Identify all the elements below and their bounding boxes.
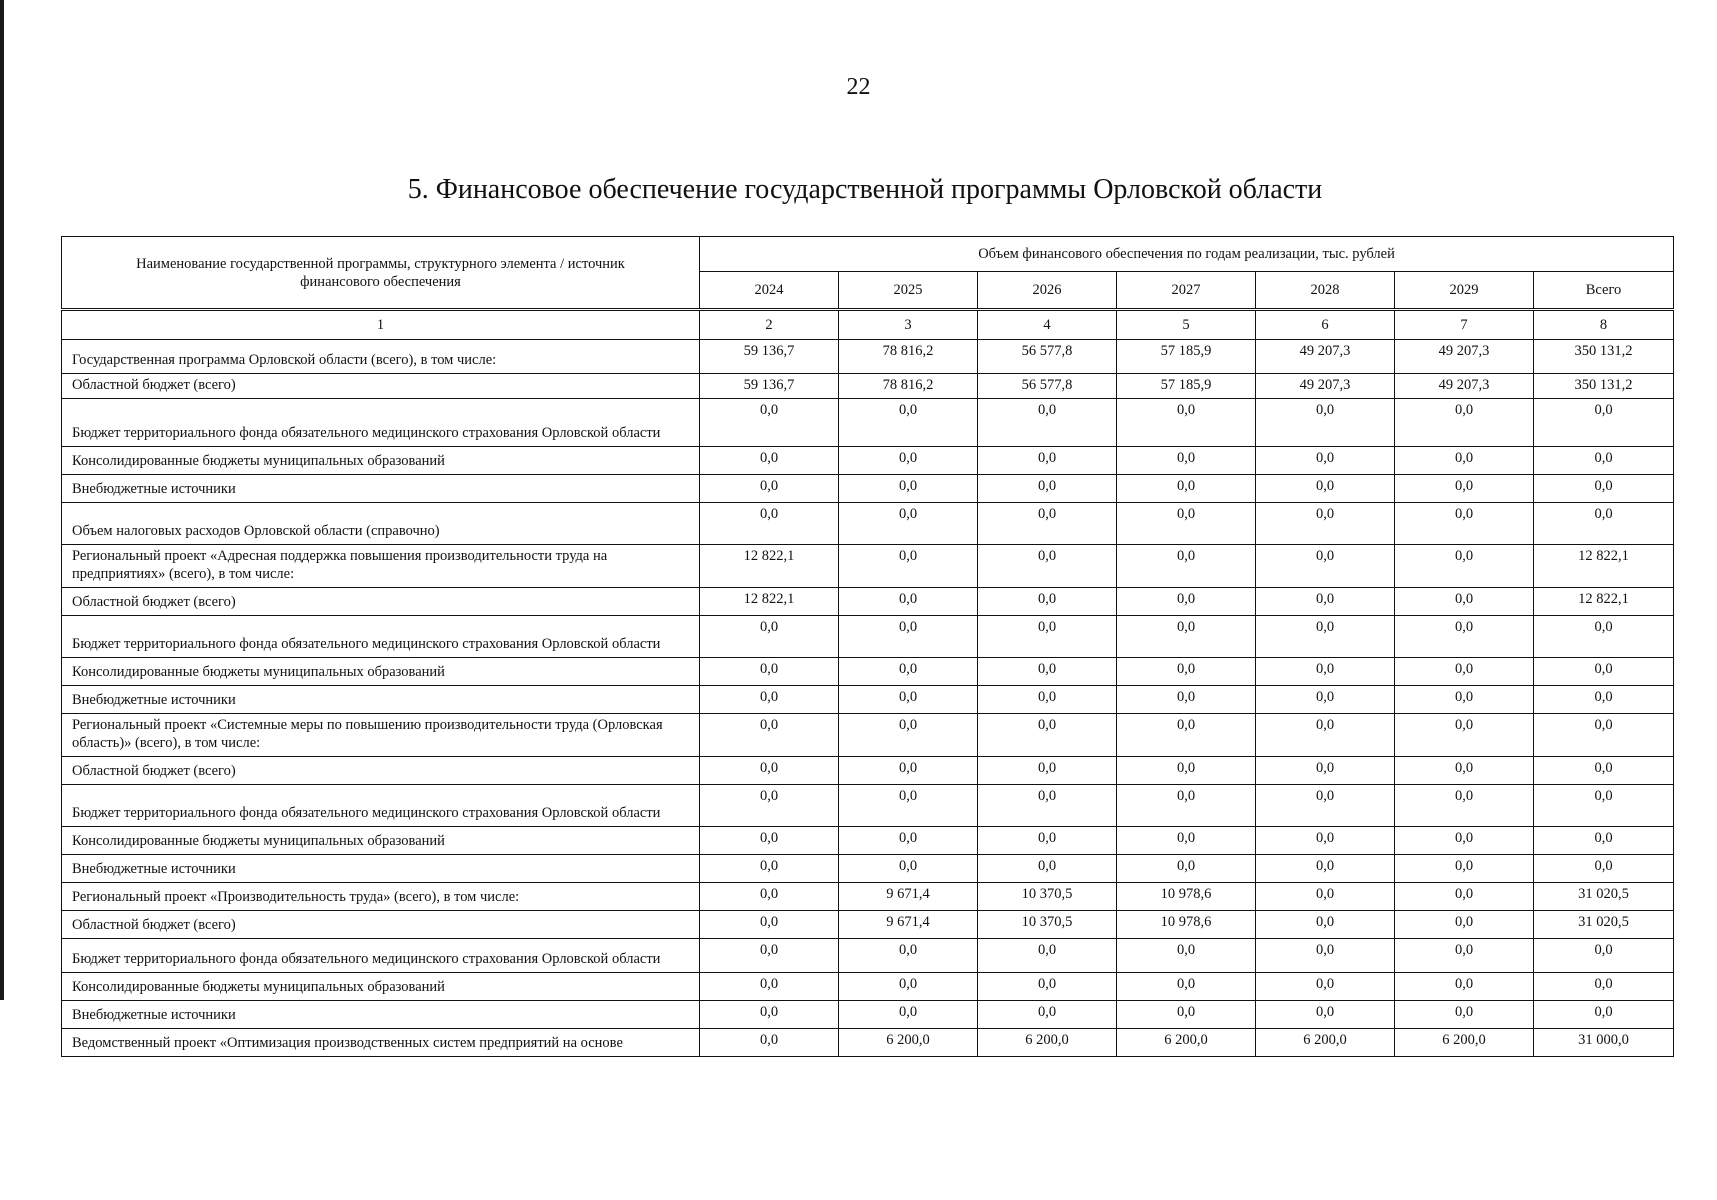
row-year-value: 0,0	[700, 686, 839, 714]
row-year-value: 0,0	[1395, 399, 1534, 447]
row-year-value: 0,0	[978, 855, 1117, 883]
row-year-value: 0,0	[839, 616, 978, 658]
row-name: Внебюджетные источники	[62, 475, 700, 503]
row-total-value: 0,0	[1534, 939, 1674, 973]
row-year-value: 0,0	[839, 658, 978, 686]
row-name: Региональный проект «Системные меры по повышению производительности труда (Орловская область)» (всего), в том числе:	[62, 714, 700, 757]
row-total-value: 0,0	[1534, 1001, 1674, 1029]
row-year-value: 0,0	[700, 883, 839, 911]
header-year: 2029	[1395, 272, 1534, 310]
row-total-value: 0,0	[1534, 447, 1674, 475]
row-year-value: 0,0	[978, 447, 1117, 475]
row-year-value: 0,0	[1395, 1001, 1534, 1029]
row-name: Бюджет территориального фонда обязательного медицинского страхования Орловской области	[62, 785, 700, 827]
row-year-value: 0,0	[839, 588, 978, 616]
row-year-value: 0,0	[1256, 658, 1395, 686]
row-total-value: 31 020,5	[1534, 911, 1674, 939]
row-year-value: 0,0	[978, 658, 1117, 686]
financing-table-wrapper	[61, 236, 1673, 1057]
row-year-value: 10 370,5	[978, 911, 1117, 939]
row-year-value: 0,0	[839, 447, 978, 475]
header-year: 2026	[978, 272, 1117, 310]
row-year-value: 57 185,9	[1117, 340, 1256, 374]
row-year-value: 0,0	[1117, 475, 1256, 503]
row-name: Областной бюджет (всего)	[62, 588, 700, 616]
row-year-value: 0,0	[1117, 855, 1256, 883]
table-row	[62, 939, 1674, 973]
table-row	[62, 757, 1674, 785]
row-year-value: 0,0	[1117, 973, 1256, 1001]
table-row	[62, 785, 1674, 827]
row-year-value: 0,0	[978, 785, 1117, 827]
row-year-value: 0,0	[1256, 475, 1395, 503]
document-title: 5. Финансовое обеспечение государственной программы Орловской области	[407, 174, 1323, 205]
row-year-value: 0,0	[839, 686, 978, 714]
table-row	[62, 399, 1674, 447]
row-year-value: 78 816,2	[839, 340, 978, 374]
table-row	[62, 340, 1674, 374]
row-year-value: 0,0	[1256, 757, 1395, 785]
row-year-value: 0,0	[1117, 588, 1256, 616]
row-year-value: 0,0	[700, 399, 839, 447]
row-year-value: 49 207,3	[1395, 374, 1534, 399]
row-year-value: 0,0	[839, 1001, 978, 1029]
row-total-value: 350 131,2	[1534, 340, 1674, 374]
row-year-value: 56 577,8	[978, 374, 1117, 399]
row-year-value: 0,0	[839, 785, 978, 827]
column-index: 2	[700, 310, 839, 340]
row-total-value: 0,0	[1534, 686, 1674, 714]
row-name: Внебюджетные источники	[62, 855, 700, 883]
row-year-value: 0,0	[1395, 686, 1534, 714]
row-year-value: 0,0	[839, 503, 978, 545]
row-total-value: 0,0	[1534, 757, 1674, 785]
row-year-value: 0,0	[1256, 714, 1395, 757]
row-year-value: 0,0	[700, 714, 839, 757]
table-row	[62, 1029, 1674, 1057]
row-year-value: 0,0	[978, 475, 1117, 503]
row-name: Бюджет территориального фонда обязательного медицинского страхования Орловской области	[62, 939, 700, 973]
page-number: 22	[846, 74, 871, 100]
row-total-value: 0,0	[1534, 827, 1674, 855]
row-year-value: 6 200,0	[839, 1029, 978, 1057]
table-body	[62, 310, 1674, 1057]
row-year-value: 10 370,5	[978, 883, 1117, 911]
row-year-value: 0,0	[978, 399, 1117, 447]
row-total-value: 31 020,5	[1534, 883, 1674, 911]
row-year-value: 0,0	[978, 714, 1117, 757]
row-year-value: 0,0	[1117, 1001, 1256, 1029]
header-year: 2025	[839, 272, 978, 310]
column-index: 1	[62, 310, 700, 340]
row-year-value: 0,0	[1395, 757, 1534, 785]
row-year-value: 0,0	[839, 399, 978, 447]
row-year-value: 56 577,8	[978, 340, 1117, 374]
row-total-value: 31 000,0	[1534, 1029, 1674, 1057]
row-year-value: 0,0	[1395, 503, 1534, 545]
row-year-value: 0,0	[839, 475, 978, 503]
row-year-value: 78 816,2	[839, 374, 978, 399]
row-total-value: 0,0	[1534, 503, 1674, 545]
row-year-value: 0,0	[1117, 785, 1256, 827]
table-row	[62, 686, 1674, 714]
row-year-value: 0,0	[978, 503, 1117, 545]
column-index: 8	[1534, 310, 1674, 340]
row-total-value: 0,0	[1534, 973, 1674, 1001]
row-year-value: 0,0	[1256, 503, 1395, 545]
row-year-value: 0,0	[700, 827, 839, 855]
row-year-value: 0,0	[978, 545, 1117, 588]
column-index-row	[62, 310, 1674, 340]
row-name: Консолидированные бюджеты муниципальных образований	[62, 447, 700, 475]
table-row	[62, 588, 1674, 616]
row-year-value: 0,0	[1117, 399, 1256, 447]
row-year-value: 12 822,1	[700, 545, 839, 588]
row-year-value: 0,0	[1395, 475, 1534, 503]
row-year-value: 0,0	[978, 686, 1117, 714]
financing-table	[61, 236, 1674, 1057]
row-year-value: 0,0	[839, 827, 978, 855]
table-row	[62, 374, 1674, 399]
row-year-value: 0,0	[700, 1001, 839, 1029]
row-year-value: 6 200,0	[1395, 1029, 1534, 1057]
row-name: Государственная программа Орловской области (всего), в том числе:	[62, 340, 700, 374]
row-year-value: 0,0	[978, 939, 1117, 973]
row-year-value: 0,0	[1395, 827, 1534, 855]
row-year-value: 0,0	[1117, 447, 1256, 475]
row-year-value: 0,0	[1256, 616, 1395, 658]
row-year-value: 0,0	[1117, 939, 1256, 973]
row-year-value: 0,0	[1117, 616, 1256, 658]
row-year-value: 0,0	[700, 1029, 839, 1057]
row-name: Внебюджетные источники	[62, 686, 700, 714]
table-row	[62, 855, 1674, 883]
table-row	[62, 616, 1674, 658]
row-year-value: 0,0	[978, 973, 1117, 1001]
row-year-value: 0,0	[1395, 714, 1534, 757]
column-index: 4	[978, 310, 1117, 340]
row-name: Консолидированные бюджеты муниципальных образований	[62, 827, 700, 855]
row-year-value: 59 136,7	[700, 340, 839, 374]
row-year-value: 0,0	[839, 757, 978, 785]
row-total-value: 0,0	[1534, 475, 1674, 503]
row-year-value: 49 207,3	[1395, 340, 1534, 374]
row-year-value: 0,0	[1256, 973, 1395, 1001]
row-year-value: 0,0	[1256, 855, 1395, 883]
row-year-value: 0,0	[700, 616, 839, 658]
row-year-value: 6 200,0	[978, 1029, 1117, 1057]
row-total-value: 0,0	[1534, 658, 1674, 686]
row-year-value: 10 978,6	[1117, 911, 1256, 939]
row-year-value: 0,0	[1117, 686, 1256, 714]
column-index: 6	[1256, 310, 1395, 340]
row-year-value: 0,0	[1395, 939, 1534, 973]
row-total-value: 350 131,2	[1534, 374, 1674, 399]
row-year-value: 49 207,3	[1256, 374, 1395, 399]
row-year-value: 0,0	[1395, 588, 1534, 616]
table-row	[62, 911, 1674, 939]
row-year-value: 0,0	[1256, 447, 1395, 475]
column-index: 3	[839, 310, 978, 340]
row-year-value: 0,0	[1117, 757, 1256, 785]
row-year-value: 0,0	[700, 447, 839, 475]
row-total-value: 0,0	[1534, 399, 1674, 447]
row-year-value: 10 978,6	[1117, 883, 1256, 911]
header-total: Всего	[1534, 272, 1674, 310]
row-total-value: 0,0	[1534, 785, 1674, 827]
row-year-value: 0,0	[1395, 911, 1534, 939]
header-year: 2024	[700, 272, 839, 310]
row-year-value: 0,0	[1256, 939, 1395, 973]
row-year-value: 0,0	[1395, 658, 1534, 686]
row-year-value: 0,0	[839, 939, 978, 973]
row-name: Областной бюджет (всего)	[62, 374, 700, 399]
row-year-value: 0,0	[839, 545, 978, 588]
table-row	[62, 545, 1674, 588]
row-year-value: 0,0	[700, 939, 839, 973]
row-year-value: 0,0	[839, 855, 978, 883]
row-year-value: 0,0	[1117, 503, 1256, 545]
row-name: Консолидированные бюджеты муниципальных образований	[62, 658, 700, 686]
row-year-value: 0,0	[1256, 686, 1395, 714]
row-year-value: 59 136,7	[700, 374, 839, 399]
row-year-value: 0,0	[1256, 588, 1395, 616]
header-funding-span: Объем финансового обеспечения по годам реализации, тыс. рублей	[700, 237, 1674, 272]
row-year-value: 0,0	[700, 973, 839, 1001]
row-total-value: 0,0	[1534, 714, 1674, 757]
row-year-value: 9 671,4	[839, 883, 978, 911]
row-year-value: 0,0	[1395, 785, 1534, 827]
row-year-value: 0,0	[1256, 785, 1395, 827]
column-index: 5	[1117, 310, 1256, 340]
row-year-value: 0,0	[1256, 399, 1395, 447]
row-year-value: 0,0	[1256, 883, 1395, 911]
table-row	[62, 827, 1674, 855]
row-year-value: 6 200,0	[1117, 1029, 1256, 1057]
row-year-value: 0,0	[1117, 545, 1256, 588]
header-year: 2027	[1117, 272, 1256, 310]
row-year-value: 0,0	[1117, 658, 1256, 686]
row-name: Объем налоговых расходов Орловской области (справочно)	[62, 503, 700, 545]
header-name-column: Наименование государственной программы, структурного элемента / источник финансового обеспечения	[62, 237, 700, 310]
row-year-value: 49 207,3	[1256, 340, 1395, 374]
row-year-value: 6 200,0	[1256, 1029, 1395, 1057]
row-year-value: 0,0	[978, 827, 1117, 855]
row-year-value: 0,0	[1395, 447, 1534, 475]
row-year-value: 0,0	[1395, 855, 1534, 883]
row-year-value: 0,0	[1256, 1001, 1395, 1029]
row-year-value: 0,0	[700, 855, 839, 883]
table-row	[62, 447, 1674, 475]
column-index: 7	[1395, 310, 1534, 340]
row-total-value: 0,0	[1534, 616, 1674, 658]
row-year-value: 0,0	[839, 714, 978, 757]
row-year-value: 0,0	[1256, 827, 1395, 855]
row-year-value: 0,0	[700, 757, 839, 785]
row-name: Областной бюджет (всего)	[62, 757, 700, 785]
table-row	[62, 658, 1674, 686]
row-name: Бюджет территориального фонда обязательного медицинского страхования Орловской области	[62, 616, 700, 658]
row-year-value: 0,0	[700, 658, 839, 686]
row-name: Ведомственный проект «Оптимизация производственных систем предприятий на основе	[62, 1029, 700, 1057]
row-year-value: 0,0	[1395, 973, 1534, 1001]
row-year-value: 0,0	[1256, 911, 1395, 939]
row-year-value: 0,0	[839, 973, 978, 1001]
table-row	[62, 475, 1674, 503]
header-year: 2028	[1256, 272, 1395, 310]
row-name: Областной бюджет (всего)	[62, 911, 700, 939]
table-row	[62, 973, 1674, 1001]
row-name: Консолидированные бюджеты муниципальных образований	[62, 973, 700, 1001]
row-year-value: 0,0	[700, 503, 839, 545]
row-year-value: 0,0	[700, 785, 839, 827]
row-name: Региональный проект «Адресная поддержка повышения производительности труда на предприятиях» (всего), в том числе:	[62, 545, 700, 588]
row-year-value: 9 671,4	[839, 911, 978, 939]
row-year-value: 0,0	[1117, 714, 1256, 757]
row-year-value: 0,0	[1117, 827, 1256, 855]
table-row	[62, 883, 1674, 911]
row-name: Внебюджетные источники	[62, 1001, 700, 1029]
row-year-value: 0,0	[700, 911, 839, 939]
row-total-value: 12 822,1	[1534, 545, 1674, 588]
row-name: Региональный проект «Производительность труда» (всего), в том числе:	[62, 883, 700, 911]
row-year-value: 0,0	[1395, 883, 1534, 911]
row-year-value: 0,0	[700, 475, 839, 503]
row-total-value: 12 822,1	[1534, 588, 1674, 616]
row-year-value: 0,0	[1395, 616, 1534, 658]
table-row	[62, 714, 1674, 757]
table-row	[62, 503, 1674, 545]
row-total-value: 0,0	[1534, 855, 1674, 883]
row-name: Бюджет территориального фонда обязательного медицинского страхования Орловской области	[62, 399, 700, 447]
row-year-value: 12 822,1	[700, 588, 839, 616]
table-row	[62, 1001, 1674, 1029]
row-year-value: 0,0	[978, 757, 1117, 785]
row-year-value: 57 185,9	[1117, 374, 1256, 399]
row-year-value: 0,0	[978, 1001, 1117, 1029]
scan-edge	[0, 0, 4, 1000]
row-year-value: 0,0	[978, 616, 1117, 658]
row-year-value: 0,0	[1395, 545, 1534, 588]
row-year-value: 0,0	[1256, 545, 1395, 588]
row-year-value: 0,0	[978, 588, 1117, 616]
